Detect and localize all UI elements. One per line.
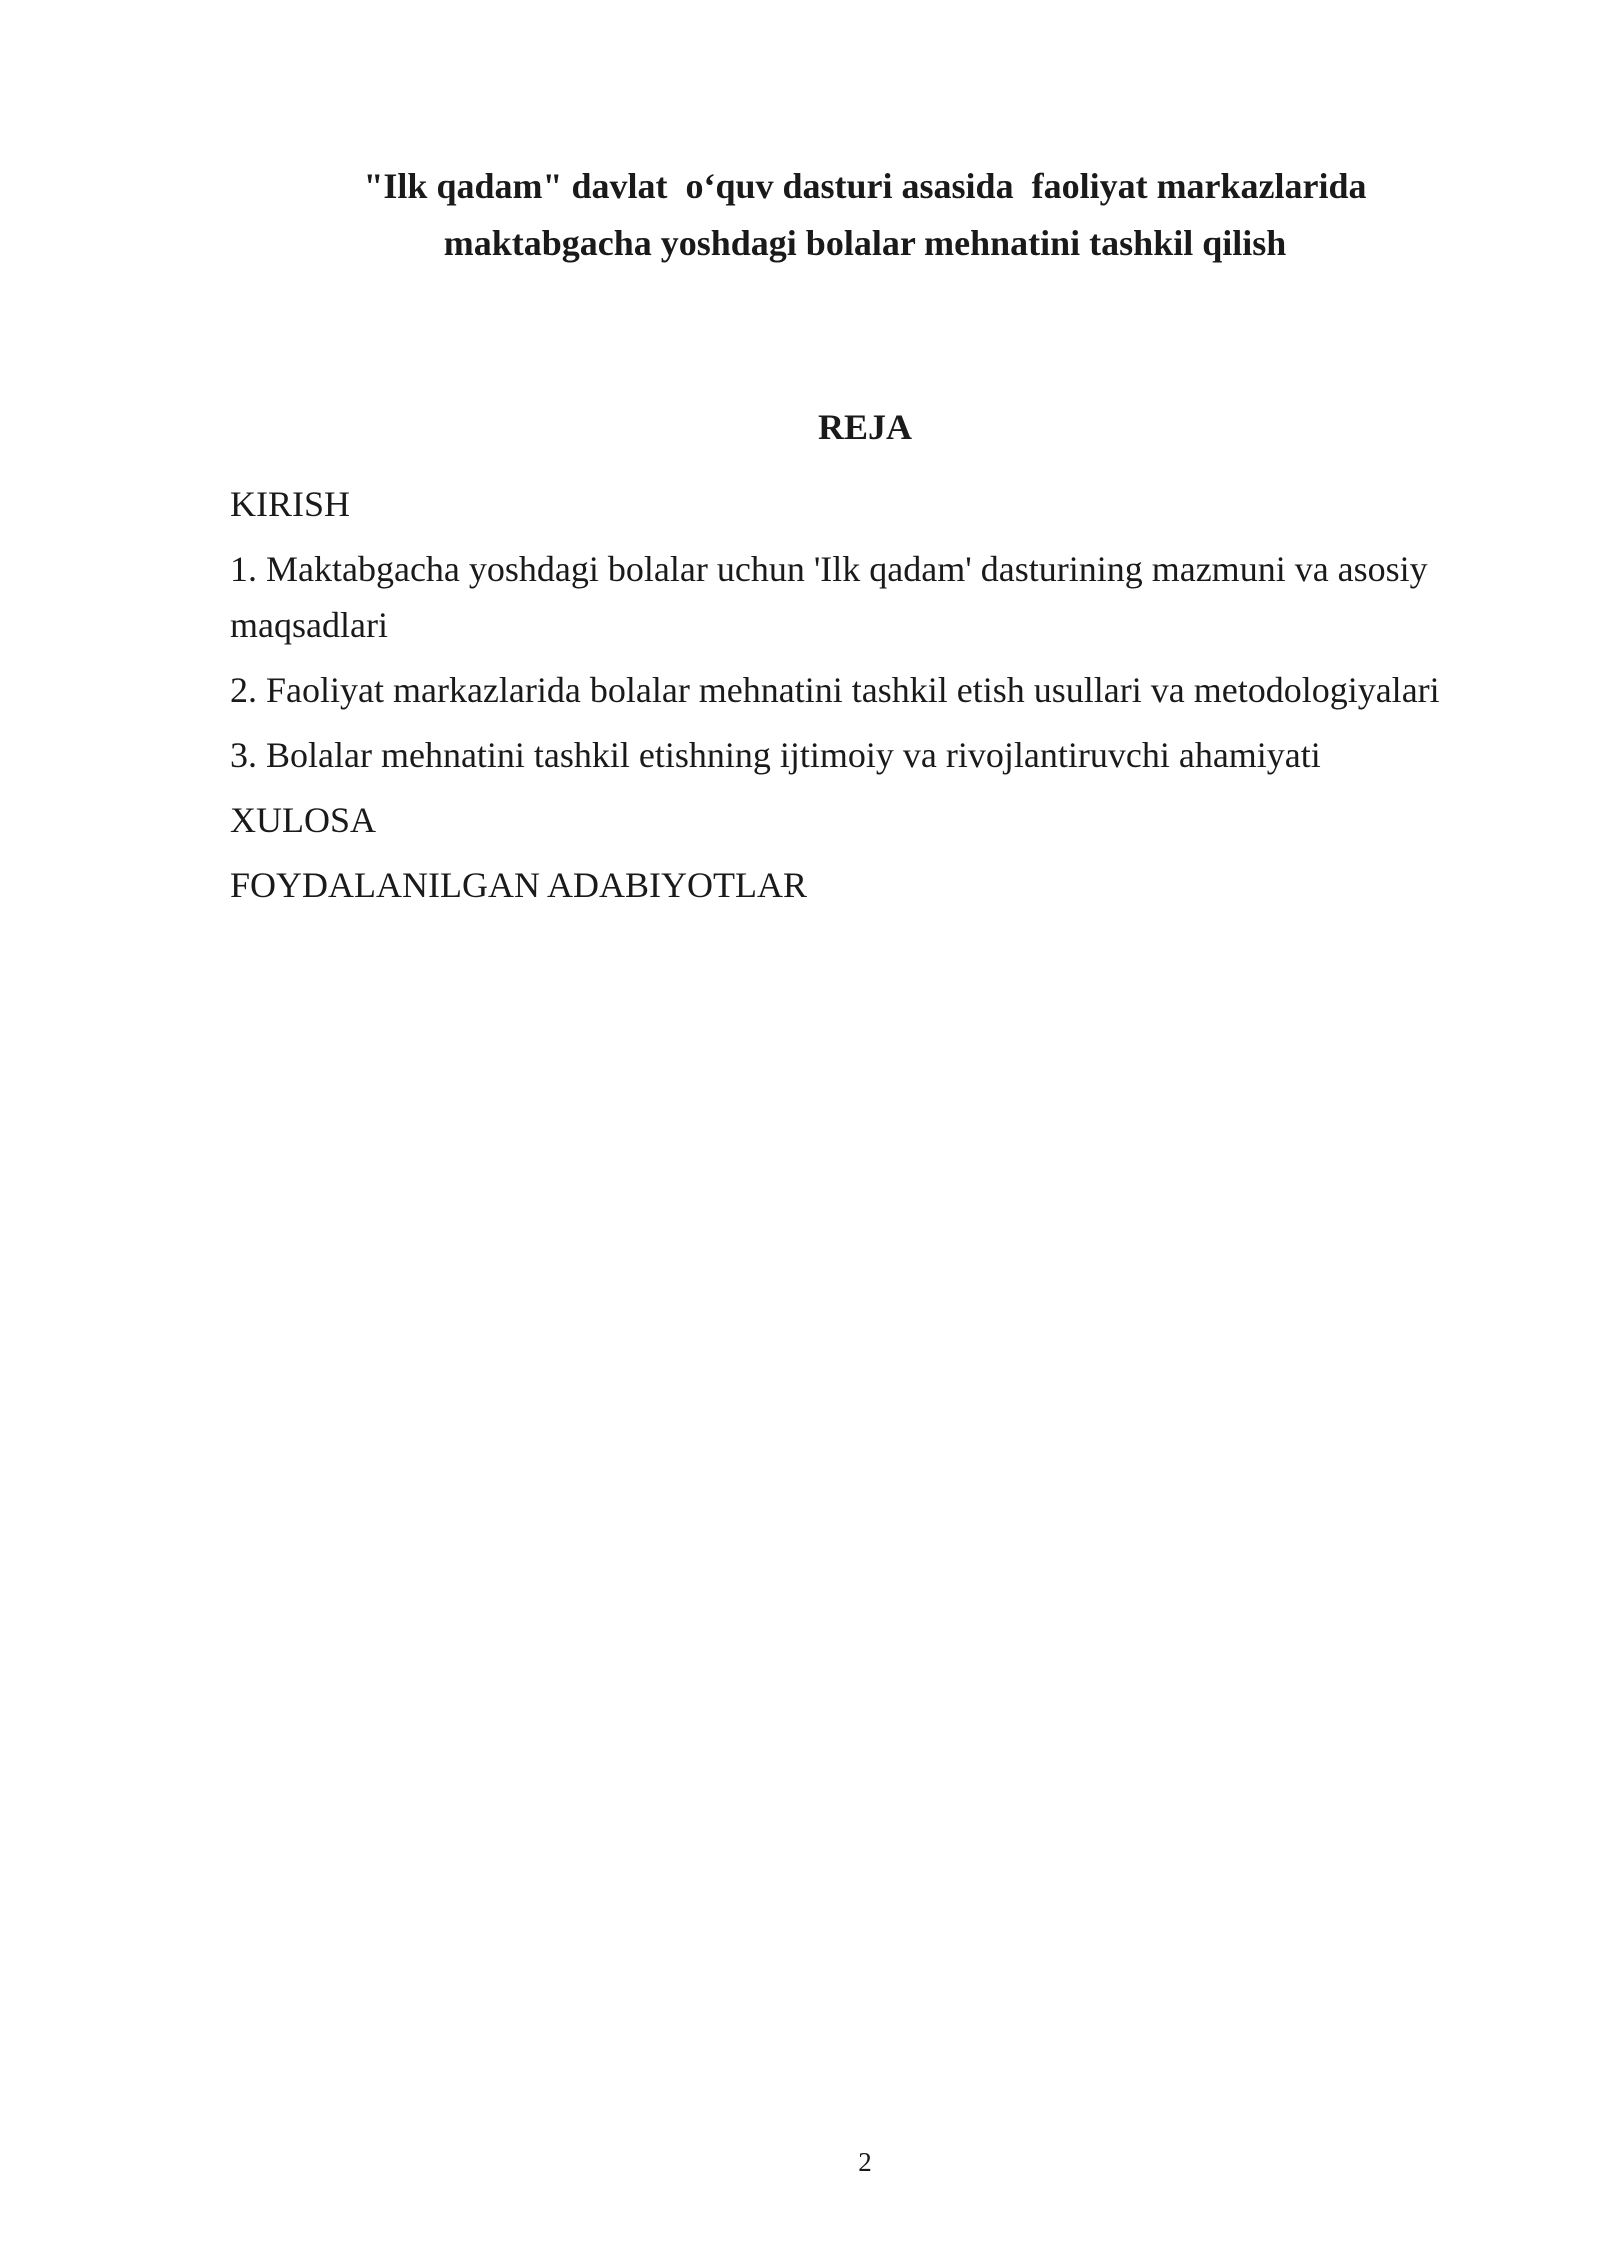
title-line-2: maktabgacha yoshdagi bolalar mehnatini tashkil qilish bbox=[443, 223, 1287, 263]
plan-list bbox=[230, 476, 1530, 922]
plan-item-1: 1. Maktabgacha yoshdagi bolalar uchun 'Ilk qadam' dasturining mazmuni va asosiy maqsadlari bbox=[230, 549, 1428, 645]
title-line-1: "Ilk qadam" davlat o‘quv dasturi asasida faoliyat markazlarida bbox=[363, 166, 1367, 206]
page-number: 2 bbox=[858, 2147, 872, 2177]
plan-item-3: 3. Bolalar mehnatini tashkil etishning ijtimoiy va rivojlantiruvchi ahamiyati bbox=[230, 735, 1321, 775]
plan-item-conclusion: XULOSA bbox=[230, 800, 377, 840]
plan-item-references: FOYDALANILGAN ADABIYOTLAR bbox=[230, 865, 807, 905]
document-title bbox=[230, 158, 1500, 272]
plan-item-2: 2. Faoliyat markazlarida bolalar mehnatini tashkil etish usullari va metodologiyalari bbox=[230, 670, 1440, 710]
plan-item-intro: KIRISH bbox=[230, 484, 351, 524]
plan-heading: REJA bbox=[817, 407, 912, 447]
